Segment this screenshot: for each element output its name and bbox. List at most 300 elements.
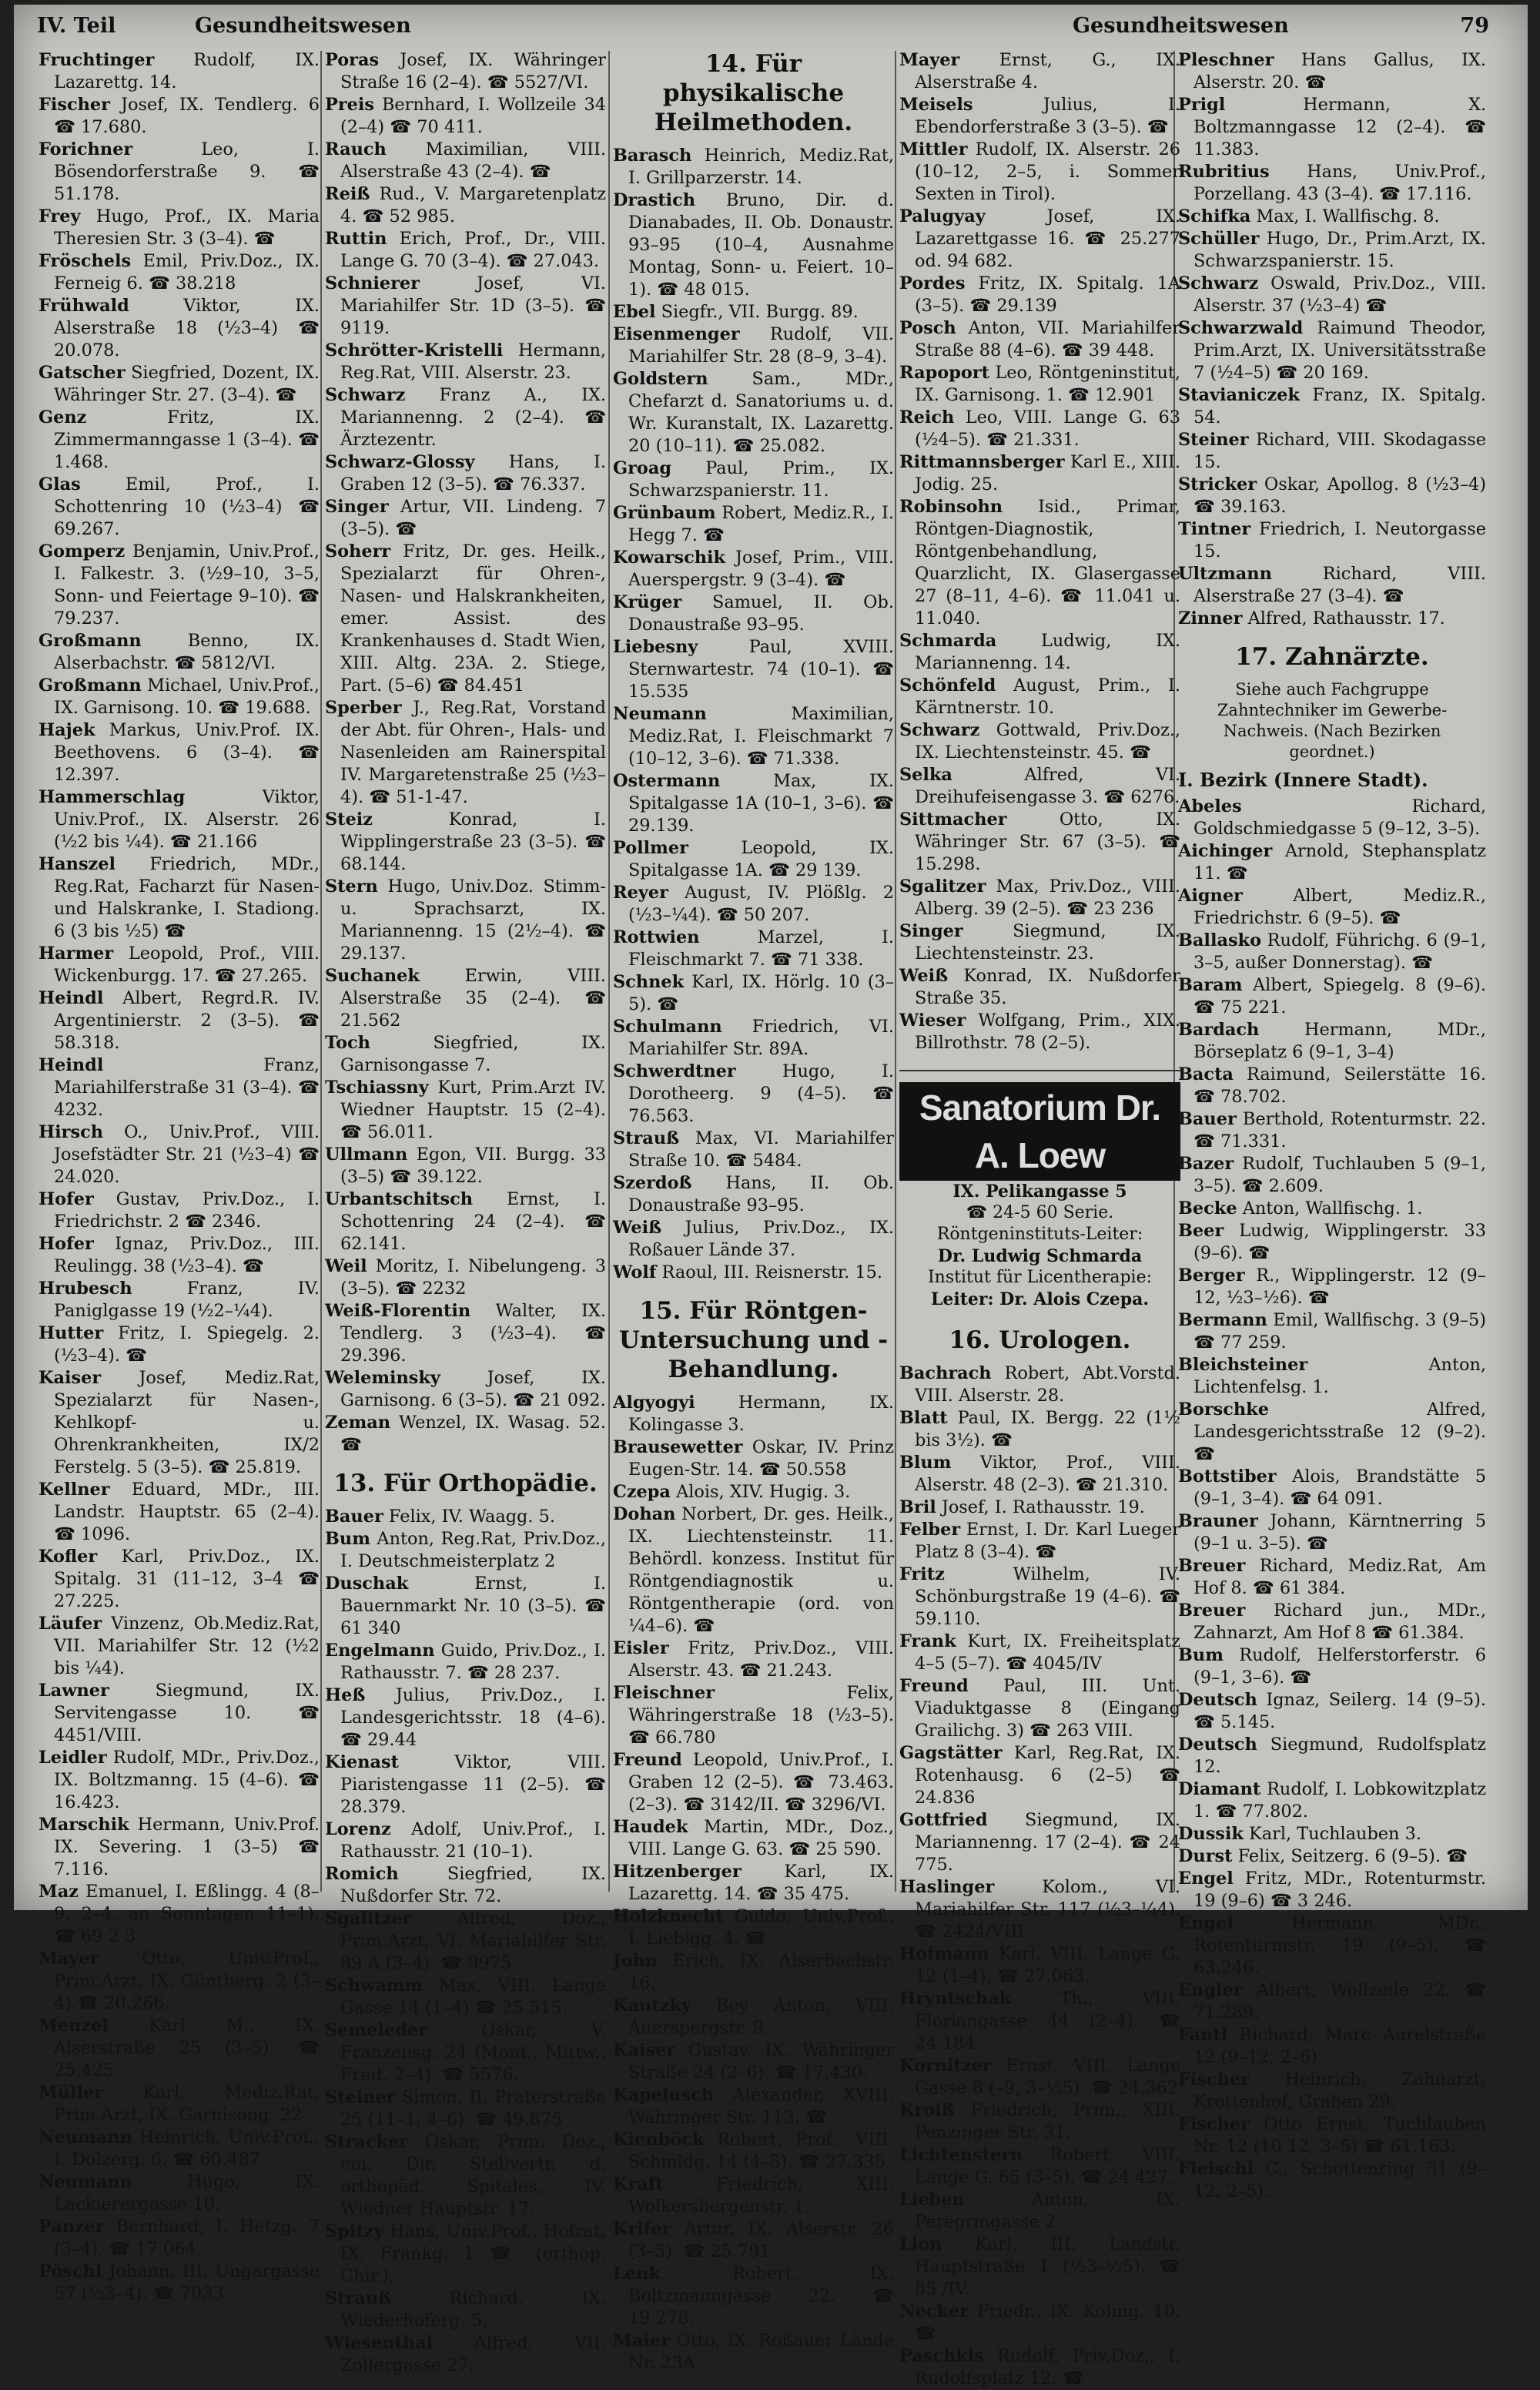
directory-entry: [325, 1573, 606, 1640]
directory-entry: [613, 1262, 894, 1284]
directory-entry: [325, 1751, 606, 1818]
directory-entry: [1178, 1466, 1486, 1510]
entry-name: Schnek: [613, 972, 685, 992]
entry-name: Stricker: [1178, 474, 1257, 494]
directory-entry: [38, 1367, 320, 1479]
entry-details: Felix, IV. Waagg. 5.: [383, 1507, 555, 1527]
entry-details: R., Wipplingerstr. 12 (9–12, ½3–½6). ☎: [1194, 1265, 1486, 1308]
entry-details: Leopold, IX. Spitalgasse 1A. ☎ 29 139.: [628, 838, 894, 880]
entry-name: Hutter: [38, 1323, 104, 1343]
entry-name: Beer: [1178, 1221, 1224, 1241]
directory-entry: [899, 2301, 1180, 2345]
entry-details: Josef, IX. Garnisong. 6 (3–5). ☎ 21 092.: [340, 1368, 606, 1410]
entry-details: Michael, Univ.Prof., IX. Garnisong. 10. ☎ 19.688.: [54, 675, 320, 718]
entry-name: Breuer: [1178, 1601, 1246, 1621]
entry-name: Kellner: [38, 1480, 110, 1500]
entry-details: Richard, IX. Wiederhoferg. 5.: [340, 2288, 606, 2331]
directory-entry: [1178, 2024, 1486, 2069]
entry-details: Emil, Priv.Doz., IX. Ferneig 6. ☎ 38.218: [54, 251, 320, 293]
entry-details: Egon, VII. Burgg. 33 (3–5) ☎ 39.122.: [340, 1145, 606, 1187]
entry-name: Frank: [899, 1631, 956, 1651]
directory-entry: [899, 2189, 1180, 2234]
directory-entry: [38, 2127, 320, 2171]
entry-name: Becke: [1178, 1198, 1237, 1218]
entry-name: Fantl: [1178, 2025, 1228, 2045]
entry-name: Harmer: [38, 944, 114, 964]
entry-details: Hermann, IX. Kolingasse 3.: [628, 1393, 894, 1435]
entry-details: Siegmund, Rudolfsplatz 12.: [1194, 1735, 1486, 1777]
entry-name: Singer: [899, 921, 963, 941]
directory-entry: [1178, 2113, 1486, 2158]
directory-entry: [899, 49, 1180, 94]
entry-name: Schrötter-Kristelli: [325, 340, 504, 360]
entry-details: Artur, IX. Alserstr. 26 (3–5). ☎ 25.791.: [628, 2219, 894, 2261]
entry-name: Fleischner: [613, 1683, 715, 1703]
entry-name: Paschkis: [899, 2346, 984, 2366]
entry-details: Arnold, Stephansplatz 11. ☎: [1194, 841, 1486, 883]
entry-name: Kofler: [38, 1547, 98, 1567]
entry-name: Ostermann: [613, 771, 721, 791]
entry-name: Singer: [325, 497, 389, 517]
entry-name: Baram: [1178, 975, 1243, 995]
directory-entry: [1178, 1823, 1486, 1845]
entry-details: Hugo, IX. Lackierergasse 10.: [54, 2172, 320, 2214]
entry-name: Neumann: [38, 2172, 132, 2192]
entry-details: C., Schottenring 31 (9–12, 2–5).: [1194, 2159, 1486, 2201]
entry-name: Wieser: [899, 1011, 966, 1031]
directory-entry: [899, 496, 1180, 630]
entry-details: Hugo, Prof., IX. Maria Theresien Str. 3 (3–4). ☎: [54, 206, 320, 249]
directory-entry: [613, 2174, 894, 2218]
entry-name: Drastich: [613, 190, 696, 210]
entry-details: Vinzenz, Ob.Mediz.Rat, VII. Mariahilfer Str. 12 (½2 bis ¼4).: [54, 1614, 320, 1678]
directory-entry: [1178, 1845, 1486, 1868]
directory-entry: [613, 971, 894, 1016]
directory-entry: [325, 273, 606, 340]
entry-details: Alfred, VII. Zollergasse 27.: [340, 2333, 606, 2375]
directory-entry: [325, 451, 606, 496]
entry-name: Forichner: [38, 139, 133, 159]
entry-name: Leidler: [38, 1748, 107, 1768]
entry-name: Selka: [899, 765, 952, 785]
entry-name: Reich: [899, 407, 955, 427]
entry-details: Josef, IX. Lazarettgasse 16. ☎ 25.277 od. 94 682.: [915, 206, 1180, 271]
directory-entry: [1178, 1153, 1486, 1198]
directory-entry: [1178, 796, 1486, 840]
entry-name: Bauer: [325, 1507, 383, 1527]
entry-name: Kienast: [325, 1752, 399, 1772]
section-heading-physical-therapy: 14. Für physikalische Heilmethoden.: [654, 50, 853, 136]
entry-details: Alexander, XVIII. Währinger Str. 113. ☎: [628, 2085, 894, 2127]
entry-details: Robert, Prof., VIII. Schmidg. 14 (4–5). ☎ 27.335.: [628, 2130, 894, 2172]
directory-entry: [1178, 206, 1486, 228]
entry-name: Poras: [325, 50, 380, 70]
entry-name: Liebesny: [613, 637, 698, 657]
entry-name: Maier: [613, 2331, 670, 2351]
entry-details: Hermann, MDr., Börseplatz 6 (9–1, 3–4): [1194, 1020, 1486, 1062]
directory-entry: [1178, 161, 1486, 206]
entry-name: Durst: [1178, 1846, 1233, 1866]
entry-details: Alois, Brandstätte 5 (9–1, 3–4). ☎ 64 091.: [1194, 1467, 1486, 1509]
entry-details: Fritz, Priv.Doz., VIII. Alserstr. 43. ☎ 21.243.: [628, 1638, 894, 1681]
entry-details: Bruno, Dir. d. Dianabades, II. Ob. Donaustr. 93–95 (10–4, Ausnahme Montag, Sonn- u. Feiert. 10–1). ☎ 48 015.: [628, 190, 894, 300]
directory-entry: [1178, 1778, 1486, 1823]
entry-name: Ullmann: [325, 1145, 408, 1165]
entry-details: Richard, VIII. Skodagasse 15.: [1194, 430, 1486, 472]
entry-details: Rudolf, IX. Lazarettg. 14.: [54, 50, 320, 92]
entry-details: Alfred, Landesgerichtsstraße 12 (9–2). ☎: [1194, 1399, 1486, 1464]
directory-entry: [1178, 1399, 1486, 1466]
entry-details: Julius, Priv.Doz., I. Landesgerichtsstr. 18 (4–6). ☎ 29.44: [340, 1685, 606, 1750]
directory-entry: [1178, 2069, 1486, 2113]
entry-name: Großmann: [38, 631, 142, 651]
entry-details: Paul, XVIII. Sternwartestr. 74 (10–1). ☎ 15.535: [628, 637, 894, 702]
entry-name: Hammerschlag: [38, 787, 186, 807]
directory-entry: [613, 592, 894, 636]
directory-entry: [899, 920, 1180, 965]
entry-name: Kornitzer: [899, 2056, 992, 2076]
entry-name: Bacta: [1178, 1064, 1234, 1084]
entry-name: Schwarz: [1178, 273, 1259, 293]
directory-entry: [899, 1407, 1180, 1452]
directory-entry: [1178, 1354, 1486, 1399]
entry-details: Alfred, Rathausstr. 17.: [1242, 608, 1445, 629]
entry-details: Friedr., IX. Koling. 10. ☎: [915, 2301, 1180, 2344]
entry-name: Schwarz-Glossy: [325, 452, 475, 472]
entry-name: Preis: [325, 95, 374, 115]
directory-entry: [38, 49, 320, 94]
entry-name: Schmarda: [899, 631, 997, 651]
directory-entry: [325, 1367, 606, 1412]
directory-entry: [613, 837, 894, 882]
directory-entry: [325, 541, 606, 697]
entry-name: Weiß: [613, 1218, 662, 1238]
directory-entry: [1178, 1868, 1486, 1912]
entry-name: Weiß: [899, 966, 949, 986]
directory-entry: [899, 630, 1180, 675]
entry-details: Erwin, VIII. Alserstraße 35 (2–4). ☎ 21.562: [340, 966, 606, 1031]
entry-details: Richard jun., MDr., Zahnarzt, Am Hof 8 ☎ 61.384.: [1194, 1601, 1486, 1643]
directory-entry: [325, 139, 606, 183]
entry-name: Heindl: [38, 1055, 104, 1075]
entry-name: Gomperz: [38, 541, 126, 561]
entry-name: Schwamm: [325, 1976, 424, 1996]
entry-name: Lawner: [38, 1681, 109, 1701]
entry-name: Frey: [38, 206, 81, 226]
entry-details: Friedrich, XIII. Wolkersbergenstr. 1.: [628, 2174, 894, 2217]
entry-name: Schnierer: [325, 273, 420, 293]
entry-list: [325, 49, 606, 1456]
entry-details: Isid., Primar, Röntgen-Diagnostik, Röntgenbehandlung, Quarzlicht, IX. Glasergasse 27 (8–11, 4–6). ☎ 11.041 u. 11.040.: [915, 497, 1180, 629]
directory-entry: [325, 183, 606, 228]
entry-name: Dohan: [613, 1504, 676, 1524]
entry-name: Ebel: [613, 302, 656, 322]
entry-details: Max, VI. Mariahilfer Straße 10. ☎ 5484.: [628, 1128, 894, 1171]
entry-name: Kautzky: [613, 1996, 691, 2016]
entry-details: Paul, IX. Bergg. 22 (1½ bis 3½). ☎: [915, 1408, 1180, 1450]
directory-entry: [325, 1412, 606, 1456]
entry-details: Wenzel, IX. Wasag. 52. ☎: [340, 1413, 606, 1455]
entry-name: Bardach: [1178, 1020, 1260, 1040]
entry-details: Viktor, Prof., VIII. Alserstr. 48 (2–3). ☎ 21.310.: [915, 1453, 1180, 1495]
entry-details: Robert, Mediz.R., I. Hegg 7. ☎: [628, 503, 894, 545]
entry-name: Tschiassny: [325, 1078, 429, 1098]
entry-name: Stern: [325, 877, 378, 897]
ad-role: Röntgeninstituts-Leiter:: [936, 1225, 1143, 1244]
entry-details: Hugo, Univ.Doz. Stimm- u. Sprachsarzt, IX. Mariannenng. 15 (2½–4). ☎ 29.137.: [340, 877, 606, 964]
entry-details: Gustav, Priv.Doz., I. Friedrichstr. 2 ☎ 2346.: [54, 1189, 320, 1232]
entry-details: Simon, II. Praterstraße 25 (11–1, 4–6). ☎ 49.875: [340, 2087, 606, 2130]
directory-entry: [1178, 2158, 1486, 2203]
directory-entry: [613, 1749, 894, 1816]
entry-name: Schüller: [1178, 229, 1260, 249]
entry-details: Emil, Prof., I. Schottenring 10 (½3–4) ☎ 69.267.: [54, 474, 320, 539]
entry-name: Heß: [325, 1685, 366, 1705]
ad-title: Sanatorium Dr. A. Loew: [899, 1082, 1180, 1181]
directory-entry: [38, 1188, 320, 1233]
directory-entry: [38, 1121, 320, 1188]
entry-name: Weil: [325, 1256, 367, 1276]
entry-name: Frühwald: [38, 296, 129, 316]
directory-entry: [325, 2020, 606, 2087]
entry-list: [38, 49, 320, 2305]
entry-name: Diamant: [1178, 1779, 1261, 1799]
entry-name: Steiz: [325, 810, 373, 830]
entry-name: Engel: [1178, 1913, 1234, 1933]
entry-name: Genz: [38, 407, 87, 427]
directory-entry: [325, 2332, 606, 2377]
entry-name: Stracker: [325, 2132, 409, 2152]
entry-details: Rudolf, Helferstorferstr. 6 (9–1, 3–6). ☎: [1194, 1645, 1486, 1688]
entry-name: Hofer: [38, 1234, 94, 1254]
entry-details: Oskar, IV. Prinz Eugen-Str. 14. ☎ 50.558: [628, 1437, 894, 1480]
entry-details: Leopold, Univ.Prof., I. Graben 12 (2–5). ☎ 73.463. (2–3). ☎ 3142/II. ☎ 3296/VI.: [628, 1750, 894, 1815]
column-5: [1178, 49, 1486, 2201]
entry-details: Max, VIII. Lange Gasse 14 (1–4) ☎ 25 515.: [340, 1976, 606, 2018]
directory-entry: [899, 1742, 1180, 1809]
entry-name: Palugyay: [899, 206, 986, 226]
entry-details: Samuel, II. Ob. Donaustraße 93–95.: [628, 592, 894, 635]
entry-details: Hans, Univ.Prof., Porzellang. 43 (3–4). ☎ 17.116.: [1194, 162, 1486, 204]
entry-details: Robert, VIII. Lange G. 65 (3–5). ☎ 24 427.: [915, 2145, 1180, 2187]
entry-details: Friedrich, MDr., Reg.Rat, Facharzt für Nasen- und Halskranke, I. Stadiong. 6 (3 bis ½5) ☎: [54, 854, 320, 941]
page-number: 79: [1460, 14, 1489, 38]
entry-name: Rapoport: [899, 363, 989, 383]
directory-entry: [1178, 49, 1486, 94]
entry-name: Schifka: [1178, 206, 1251, 226]
entry-details: Viktor, Univ.Prof., IX. Alserstr. 26 (½2 bis ¼4). ☎ 21.166: [54, 787, 320, 852]
entry-details: Julius, Priv.Doz., IX. Roßauer Lände 37.: [628, 1218, 894, 1260]
directory-entry: [899, 1497, 1180, 1519]
entry-details: Friedrich, Prim., XIII. Penzinger Str. 31.: [915, 2100, 1180, 2143]
directory-entry: [325, 965, 606, 1032]
entry-name: Semeleder: [325, 2020, 427, 2040]
entry-details: Hans, II. Ob. Donaustraße 93–95.: [628, 1173, 894, 1215]
directory-entry: [38, 1322, 320, 1367]
entry-name: Brauner: [1178, 1511, 1258, 1531]
directory-entry: [38, 362, 320, 407]
entry-details: Paul, Prim., IX. Schwarzspanierstr. 11.: [628, 458, 894, 501]
directory-entry: [325, 49, 606, 94]
entry-details: Oskar, Apollog. 8 (½3–4) ☎ 39.163.: [1194, 474, 1486, 517]
district-heading: I. Bezirk (Innere Stadt).: [1178, 769, 1428, 791]
entry-details: Moritz, I. Nibelungeng. 3 (3–5). ☎ 2232: [340, 1256, 606, 1299]
entry-name: Schwarz: [325, 385, 406, 405]
entry-details: Ignaz, Priv.Doz., III. Reulingg. 38 (½3–4). ☎: [54, 1234, 320, 1276]
entry-name: Felber: [899, 1520, 961, 1540]
entry-details: Anton, Reg.Rat, Priv.Doz., I. Deutschmeisterplatz 2: [340, 1529, 606, 1571]
entry-details: Franz, IX. Spitalg. 54.: [1194, 385, 1486, 427]
entry-details: Bey Anton, VIII. Auerspergstr. 9.: [628, 1996, 894, 2038]
entry-name: Pollmer: [613, 838, 688, 858]
entry-details: Josef, IX. Tendlerg. 6 ☎ 17.680.: [54, 95, 320, 137]
entry-details: Siegfr., VII. Burgg. 89.: [655, 302, 859, 322]
entry-details: Rudolf, Tuchlauben 5 (9–1, 3–5). ☎ 2.609.: [1194, 1154, 1486, 1196]
entry-name: Rubritius: [1178, 162, 1270, 182]
entry-name: Grünbaum: [613, 503, 716, 523]
entry-list: [613, 145, 894, 1284]
entry-name: Sgalitzer: [899, 877, 986, 897]
entry-details: Walter, IX. Tendlerg. 3 (½3–4). ☎ 29.396.: [340, 1301, 606, 1366]
directory-entry: [325, 876, 606, 965]
directory-entry: [325, 228, 606, 273]
directory-entry: [38, 630, 320, 675]
entry-details: Alfred, Doz., Prim.Arzt, VI. Mariahilfer Str. 89 A (3–4). ☎ 9975.: [340, 1909, 606, 1973]
directory-entry: [1178, 1198, 1486, 1220]
entry-name: Marschik: [38, 1815, 129, 1835]
entry-details: Rudolf, IX. Alserstr. 26 (10–12, 2–5, i. Sommer Sexten in Tirol).: [915, 139, 1180, 204]
entry-name: Rauch: [325, 139, 387, 159]
column-rule: [895, 51, 896, 1892]
directory-entry: [613, 1682, 894, 1749]
directory-entry: [38, 474, 320, 541]
entry-details: Franz A., IX. Mariannenng. 2 (2–4). ☎ Ärztezentr.: [340, 385, 606, 450]
entry-details: Albert, Regrd.R. IV. Argentinierstr. 2 (3–5). ☎ 58.318.: [54, 988, 320, 1053]
entry-name: Abeles: [1178, 796, 1242, 816]
entry-details: Kolom., VI. Mariahilfer Str. 117 (½3–¼4). ☎ 2424/VIII.: [915, 1877, 1180, 1942]
entry-details: Josef, Prim., VIII. Auerspergstr. 9 (3–4). ☎: [628, 548, 894, 590]
entry-details: Heinrich, Zahnarzt, Krottenhof, Graben 29.: [1194, 2070, 1486, 2112]
directory-entry: [38, 1054, 320, 1121]
entry-details: Raimund Theodor, Prim.Arzt, IX. Universitätsstraße 7 (½4–5) ☎ 20 169.: [1194, 318, 1486, 383]
directory-entry: [613, 2129, 894, 2174]
entry-details: Richard, VIII. Alserstraße 27 (3–4). ☎: [1194, 564, 1486, 606]
directory-entry: [1178, 974, 1486, 1019]
entry-details: Friedrich, I. Neutorgasse 15.: [1194, 519, 1486, 561]
directory-entry: [613, 882, 894, 927]
entry-details: Anton, Wallfischg. 1.: [1237, 1198, 1423, 1218]
entry-name: Zeman: [325, 1413, 391, 1433]
entry-details: Ludwig, Wipplingerstr. 33 (9–6). ☎: [1194, 1221, 1486, 1263]
entry-details: Markus, Univ.Prof. IX. Beethovens. 6 (3–4). ☎ 12.397.: [54, 720, 320, 785]
entry-name: Bermann: [1178, 1310, 1267, 1330]
entry-name: Prigl: [1178, 95, 1226, 115]
entry-details: Rud., V. Margaretenplatz 4. ☎ 52 985.: [340, 184, 606, 226]
directory-entry: [1178, 1108, 1486, 1153]
entry-name: Schönfeld: [899, 675, 996, 696]
entry-details: Richard, Marc Aurelstraße 12 (9–12, 2–6).: [1194, 2025, 1486, 2067]
entry-details: Ernst, VIII. Lange Gasse 8 (–9, 3–½5). ☎ 24.362: [915, 2056, 1180, 2098]
entry-name: Soherr: [325, 541, 391, 561]
directory-entry: [1178, 384, 1486, 429]
entry-details: Fritz, IX. Zimmermanngasse 1 (3–4). ☎ 1.468.: [54, 407, 320, 472]
ad-institute: Institut für Licentherapie:: [927, 1268, 1153, 1287]
entry-details: Karl, IX. Lazarettg. 14. ☎ 35 475.: [628, 1862, 894, 1904]
directory-entry: [613, 301, 894, 323]
directory-entry: [1178, 1644, 1486, 1689]
directory-entry: [899, 1675, 1180, 1742]
directory-entry: [613, 636, 894, 703]
entry-details: Karl, VIII. Lange G. 12 (1–4). ☎ 27.063.: [915, 1944, 1180, 1986]
entry-name: Pordes: [899, 273, 966, 293]
directory-entry: [613, 1861, 894, 1906]
directory-entry: [613, 927, 894, 971]
entry-name: Borschke: [1178, 1399, 1269, 1420]
entry-details: Franz, IV. Paniglgasse 19 (½2–¼4).: [54, 1279, 320, 1321]
entry-details: Alois, XIV. Hugig. 3.: [670, 1482, 851, 1502]
entry-details: Siegfried, IX. Garnisongasse 7.: [340, 1033, 606, 1075]
entry-list: [1178, 796, 1486, 2203]
entry-details: Raimund, Seilerstätte 16. ☎ 78.702.: [1194, 1064, 1486, 1107]
entry-name: Hofer: [38, 1189, 94, 1209]
directory-entry: [899, 1809, 1180, 1876]
directory-entry: [1178, 1510, 1486, 1555]
directory-entry: [613, 1016, 894, 1061]
directory-entry: [899, 139, 1180, 206]
entry-name: Ballasko: [1178, 930, 1262, 950]
directory-entry: [613, 1061, 894, 1128]
entry-details: Ignaz, Seilerg. 14 (9–5). ☎ 5.145.: [1194, 1690, 1486, 1732]
directory-entry: [613, 1995, 894, 2040]
entry-name: Robinsohn: [899, 497, 1003, 517]
entry-name: Glas: [38, 474, 81, 494]
directory-entry: [899, 764, 1180, 809]
entry-name: Fischer: [1178, 2114, 1250, 2134]
entry-details: Hugo, Dr., Prim.Arzt, IX. Schwarzspanierstr. 15.: [1194, 229, 1486, 271]
entry-details: Karl M., IX. Alserstraße 25 (3–5). ☎ 25.425: [54, 2016, 320, 2080]
directory-entry: [899, 2144, 1180, 2189]
entry-name: Aichinger: [1178, 841, 1273, 861]
entry-name: Neumann: [38, 2127, 132, 2147]
directory-entry: [613, 323, 894, 368]
entry-name: Goldstern: [613, 369, 708, 389]
column-3: [613, 49, 894, 2373]
page-header: [29, 11, 1512, 42]
entry-name: Czepa: [613, 1482, 671, 1502]
directory-entry: [899, 1363, 1180, 1407]
entry-details: Rudolf, Führichg. 6 (9–1, 3–5, außer Donnerstag). ☎: [1194, 930, 1486, 973]
directory-entry: [613, 703, 894, 770]
entry-details: Eduard, MDr., III. Landstr. Hauptstr. 65 (2–4). ☎ 1096.: [54, 1480, 320, 1544]
entry-list: [899, 1363, 1180, 2390]
directory-entry: [1178, 228, 1486, 273]
entry-details: Hans Gallus, IX. Alserstr. 20. ☎: [1194, 50, 1486, 92]
directory-entry: [325, 1863, 606, 1908]
directory-entry: [613, 458, 894, 502]
directory-entry: [613, 502, 894, 547]
directory-entry: [899, 317, 1180, 362]
entry-name: Weiß-Florentin: [325, 1301, 471, 1321]
entry-details: Maximilian, VIII. Alserstraße 43 (2–4). ☎: [340, 139, 606, 182]
entry-details: Josef, Mediz.Rat, Spezialarzt für Nasen-, Kehlkopf- u. Ohrenkrankheiten, IX/2 Ferstelg. 5 (3–5). ☎ 25.819.: [54, 1368, 320, 1477]
entry-details: Max, IX. Spitalgasse 1A (10–1, 3–6). ☎ 29.139.: [628, 771, 894, 836]
directory-entry: [38, 139, 320, 206]
entry-details: Leopold, Prof., VIII. Wickenburgg. 17. ☎ 27.265.: [54, 944, 320, 986]
section-note: Siehe auch Fachgruppe Zahntechniker im Gewerbe-Nachweis. (Nach Bezirken geordnet.): [1217, 680, 1448, 761]
entry-details: Bernhard, I. Wollzeile 34 (2–4) ☎ 70 411.: [340, 95, 606, 137]
entry-name: Hofmann: [899, 1944, 989, 1964]
directory-entry: [38, 853, 320, 943]
